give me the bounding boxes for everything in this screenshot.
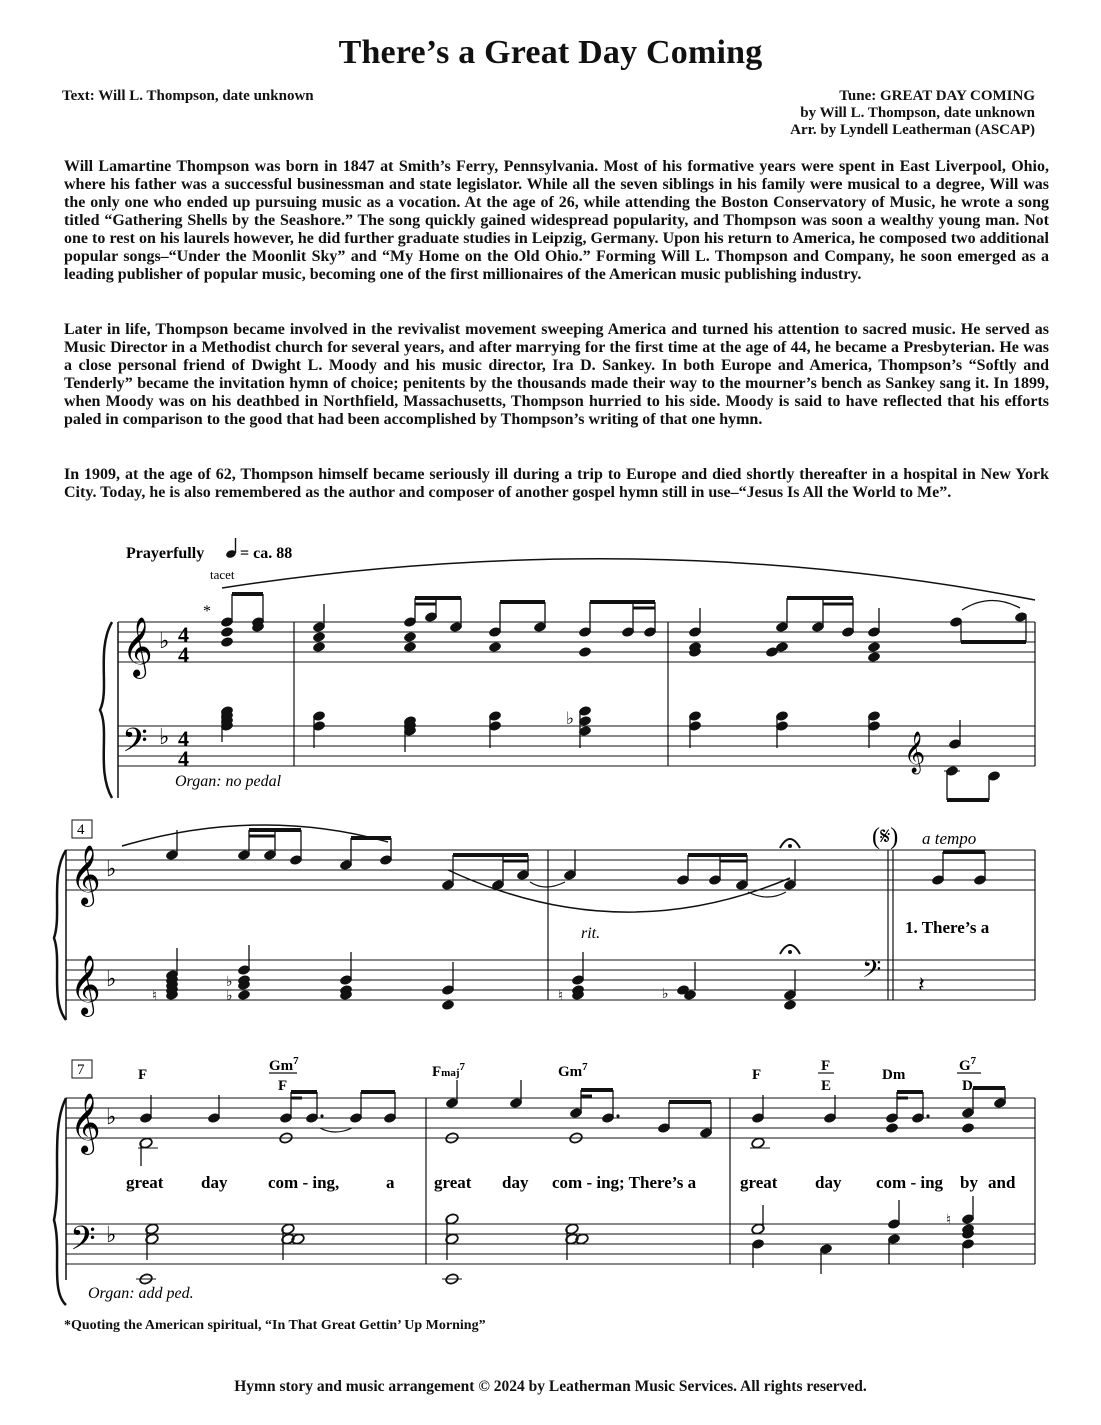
- flat-key-icon: ♭: [106, 856, 117, 881]
- system-3: [54, 1055, 1035, 1305]
- svg-text:♭: ♭: [226, 975, 233, 990]
- tacet-marking: tacet: [210, 567, 235, 582]
- flat-key-icon: ♭: [106, 966, 117, 991]
- system-1: [100, 538, 1035, 800]
- svg-text:♭: ♭: [662, 987, 669, 1002]
- svg-text:♮: ♮: [946, 1213, 952, 1228]
- chord-symbol: Gm$^7$: [558, 1061, 588, 1080]
- lyric-syllable: com - ing; There’s a: [552, 1173, 697, 1192]
- hymn-story-paragraph-2: Later in life, Thompson became involved in the revivalist movement sweeping America and turned his attention to sacred music. He served as Music Director in a Methodist church for several years, and after marrying for the first time at the age of 44, he became a Presbyterian. He was a close personal friend of Dwight L. Moody and his music director, Ira D. Sankey. In both Europe and America, Thompson’s “Softly and Tenderly” became the invitation hymn of choice; penitents by the thousands made their way to the mourner’s bench as Sankey sang it. In 1899, when Moody was on his deathbed in Northfield, Massachusetts, Thompson hurried to his side. Moody is said to have reflected that his efforts paled in comparison to the good that had been accomplished by Thompson’s writing of that one hymn.: [64, 321, 1049, 428]
- chord-symbol: $G^7$: [959, 1055, 977, 1074]
- lyric-pickup: 1. There’s a: [905, 918, 990, 937]
- time-signature-bottom: 4: [178, 746, 189, 771]
- chord-symbol: F: [138, 1067, 148, 1083]
- time-signature-top: 4: [178, 622, 189, 647]
- lyric-syllable: day: [201, 1173, 228, 1192]
- text-credit: Text: Will L. Thompson, date unknown: [62, 88, 314, 104]
- fermata-icon: [780, 945, 800, 954]
- lyric-syllable: great: [434, 1173, 472, 1192]
- treble-clef-icon: 𝄞: [70, 957, 101, 1014]
- organ-instruction: Organ: no pedal: [175, 773, 282, 790]
- segno-marking: (𝄋): [872, 824, 899, 850]
- fermata-icon: [780, 839, 800, 848]
- treble-clef-icon: 𝄞: [70, 847, 101, 904]
- tune-credit: [790, 88, 1035, 139]
- lyric-syllable: by: [960, 1173, 978, 1192]
- hymn-story-paragraph-1: Will Lamartine Thompson was born in 1847 at Smith’s Ferry, Pennsylvania. Most of his formative years were spent in East Liverpool, Ohio, where his father was a successful businessman and state legislator. While all the seven siblings in his family were musical to a degree, Will was the only one who ended up pursuing music as a vocation. At the age of 26, while attending the Boston Conservatory of Music, he wrote a song titled “Gathering Shells by the Seashore.” The song quickly gained widespread popularity, and Thompson was soon a wealthy young man. Not one to rest on his laurels however, he did further graduate studies in Leipzig, Germany. Upon his return to America, he composed two additional popular songs–“Under the Moonlit Sky” and “My Home on the Old Ohio.” Forming Will L. Thompson and Company, he soon emerged as a leading publisher of popular music, becoming one of the first millionaires of the American music publishing industry.: [64, 158, 1049, 283]
- lyric-syllable: day: [815, 1173, 842, 1192]
- quarter-rest-icon: 𝄽: [918, 972, 925, 997]
- footnote-asterisk: *: [203, 603, 211, 620]
- copyright-notice: Hymn story and music arrangement © 2024 by Leatherman Music Services. All rights reserved.: [234, 1378, 867, 1395]
- page-title: There’s a Great Day Coming: [338, 34, 763, 71]
- time-signature-bottom: 4: [178, 642, 189, 667]
- quarter-note-icon: [225, 538, 237, 559]
- flat-key-icon: ♭: [106, 1104, 117, 1129]
- ritardando-marking: rit.: [581, 925, 601, 942]
- svg-text:♮: ♮: [152, 989, 158, 1004]
- chord-symbols: [138, 1055, 981, 1094]
- treble-clef-icon: 𝄞: [122, 619, 153, 676]
- svg-text:D: D: [962, 1078, 973, 1094]
- lyric-syllable: great: [126, 1173, 164, 1192]
- lyric-syllable: com - ing: [876, 1173, 944, 1192]
- a-tempo-marking: a tempo: [922, 829, 977, 848]
- lyric-syllable: a: [386, 1173, 395, 1192]
- chord-symbol: F: [752, 1067, 762, 1083]
- chord-symbol: Dm: [882, 1067, 906, 1083]
- svg-text:E: E: [821, 1078, 832, 1094]
- measure-number: 4: [77, 822, 85, 838]
- tune-composer: by Will L. Thompson, date unknown: [800, 105, 1035, 121]
- chord-symbol: Gm$^7$: [269, 1055, 299, 1074]
- tempo-marking: Prayerfully: [126, 545, 205, 562]
- metronome-value: = ca. 88: [240, 545, 293, 562]
- svg-text:F: F: [278, 1078, 288, 1094]
- lyric-syllable: great: [740, 1173, 778, 1192]
- organ-instruction: Organ: add ped.: [88, 1285, 194, 1302]
- bass-clef-icon: 𝄢: [70, 1220, 96, 1265]
- svg-text:♭: ♭: [566, 709, 575, 728]
- tune-name: Tune: GREAT DAY COMING: [839, 88, 1035, 104]
- svg-text:♮: ♮: [558, 989, 564, 1004]
- system-2: [54, 820, 1035, 1020]
- treble-clef-icon: 𝄞: [904, 732, 926, 772]
- flat-key-icon: ♭: [159, 628, 170, 653]
- time-signature-top: 4: [178, 726, 189, 751]
- lyric-syllable: and: [988, 1173, 1016, 1192]
- lyric-syllable: com - ing,: [268, 1173, 340, 1192]
- lyric-syllable: day: [502, 1173, 529, 1192]
- svg-text:♭: ♭: [226, 989, 233, 1004]
- treble-clef-icon: 𝄞: [70, 1095, 101, 1152]
- bass-clef-icon: 𝄢: [862, 956, 882, 989]
- sheet-music: [0, 530, 1101, 1310]
- flat-key-icon: ♭: [159, 724, 170, 749]
- bass-clef-icon: 𝄢: [122, 722, 148, 767]
- measure-number: 7: [77, 1062, 85, 1078]
- footnote: *Quoting the American spiritual, “In That Great Gettin’ Up Morning”: [64, 1318, 486, 1333]
- chord-symbol: Fmaj$^7$: [432, 1061, 465, 1080]
- hymn-story-paragraph-3: In 1909, at the age of 62, Thompson himself became seriously ill during a trip to Europe and died shortly thereafter in a hospital in New York City. Today, he is also remembered as the author and composer of another gospel hymn still in use–“Jesus Is All the World to Me”.: [64, 466, 1049, 501]
- flat-key-icon: ♭: [106, 1222, 117, 1247]
- arranger-credit: Arr. by Lyndell Leatherman (ASCAP): [790, 122, 1035, 138]
- chord-symbol: F: [821, 1058, 831, 1074]
